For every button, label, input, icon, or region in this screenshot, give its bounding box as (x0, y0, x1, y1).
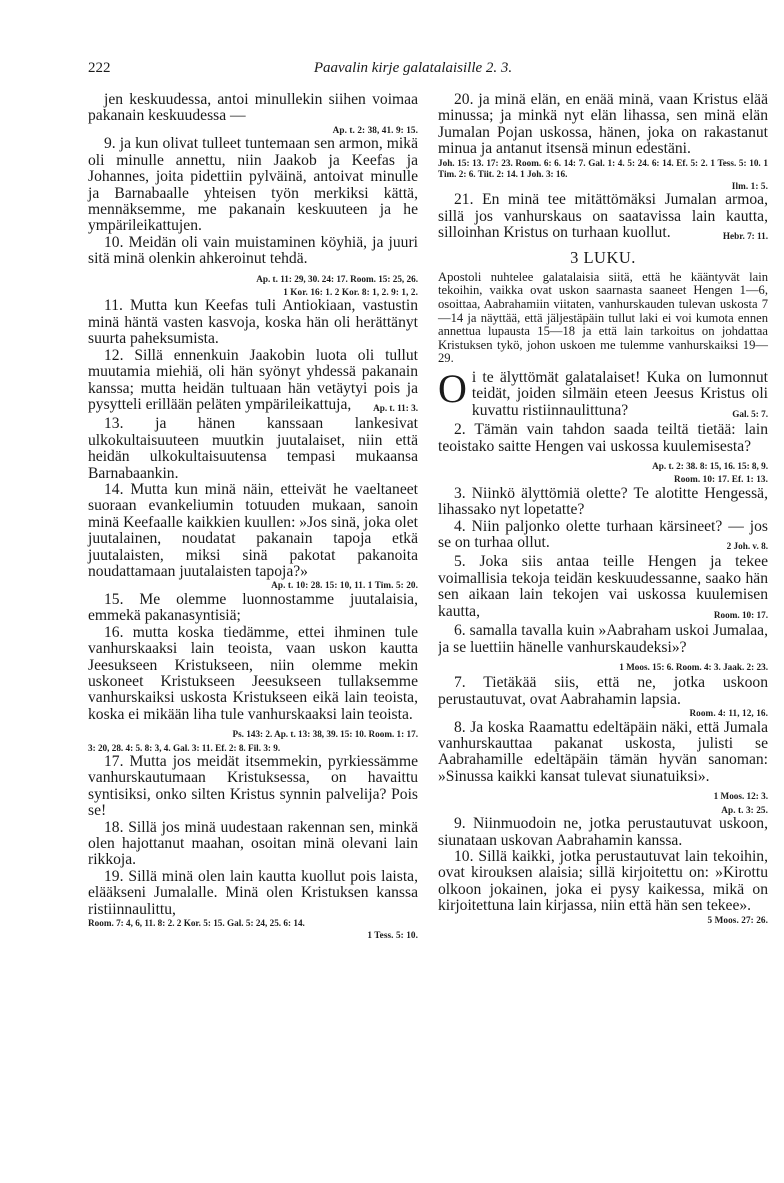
verse (438, 675, 768, 708)
verse-text: 18. Sillä jos minä uudestaan rakennan sen, minkä olen hajottanut maahan, osoitan minä olevani lain rikkoja. (88, 818, 418, 869)
verse-text: 16. mutta koska tiedämme, ettei ihminen tule vanhurskaaksi lain teoista, vaan uskon kautta Jeesukseen Kristukseen, niin olemme mekin uskoneet Kristukseen Jeesukseen tullaksemme vanhurskaiksi uskosta Kristukseen eikä lain teoista, koska ei mikään liha tule vanhurskaaksi lain teoista. (88, 624, 418, 723)
verse-text: 5. Joka siis antaa teille Hengen ja tekee voimallisia tekoja teidän keskuudessanne, saako hän sen aikaan lain tekojen vai uskossa kuulemisen kautta, (438, 554, 768, 620)
verse-text: 19. Sillä minä olen lain kautta kuollut pois laista, elääkseni Jumalalle. Minä olen Kristuksen kanssa ristiinnaulittu, (88, 867, 418, 918)
cross-reference: Gal. 5: 7. (732, 408, 768, 419)
verse (88, 820, 418, 869)
verse-text: 8. Ja koska Raamattu edeltäpäin näki, että Jumala vanhurskauttaa pakanat uskosta, julisti se Aabrahamille edeltäpäin tämän hyvän sanoman: »Sinussa kaikki kansat tulevat siunatuiksi». (438, 719, 768, 785)
verse-text: 10. Sillä kaikki, jotka perustautuvat lain tekoihin, ovat kirouksen alaisia; sillä kirjoitettu on: »Kirottu olkoon jokainen, joka ei pysy kaikessa, mikä on kirjoitettuna lain kirjassa, niin että hän sen tekee». (438, 847, 768, 915)
verse (88, 136, 418, 234)
verse-text: 3. Niinkö älyttömiä olette? Te alotitte Hengessä, lihassako nyt lopetatte? (438, 484, 768, 519)
verse-text: jen keskuudessa, antoi minullekin siihen voimaa pakanain keskuudessa — (88, 91, 418, 125)
cross-reference: Ap. t. 10: 28. 15: 10, 11. 1 Tim. 5: 20. (271, 580, 418, 591)
chapter-title: 3 LUKU. (570, 248, 636, 268)
cross-reference: Ap. t. 2: 38. 8: 15, 16. 15: 8, 9. (652, 460, 768, 471)
verse-text: 11. Mutta kun Keefas tuli Antiokiaan, vastustin minä häntä vasten kasvoja, koska hän oli herättänyt suurta paheksumista. (88, 297, 418, 348)
verse-text: 7. Tietäkää siis, että ne, jotka uskoon perustautuvat, ovat Aabrahamin lapsia. (438, 674, 768, 708)
verse (438, 370, 768, 422)
verse-text: 17. Mutta jos meidät itsemmekin, pyrkiessämme vanhurskautumaan Kristuksessa, on havaittu syntisiksi, onko silten Kristus synnin palvelija? Pois se! (88, 753, 418, 820)
verse (88, 869, 418, 918)
verse (88, 625, 418, 743)
verse-text: 15. Me olemme luonnostamme juutalaisia, emmekä pakanasyntisiä; (88, 590, 418, 625)
running-header (88, 60, 738, 84)
verse (438, 720, 768, 805)
verse-text: 4. Niin paljonko olette turhaan kärsineet? — jos se on turhaa ollut. (438, 518, 768, 552)
left-column (88, 92, 418, 941)
verse (438, 192, 768, 244)
cross-reference: Ilm. 1: 5. (731, 180, 768, 191)
verse (88, 482, 418, 580)
verse-text: 9. ja kun olivat tulleet tuntemaan sen armon, mikä oli minulle annettu, niin Jaakob ja Keefas ja Johannes, joita pidettiin pylväinä, antoivat minulle ja Barnabaalle yhteisen työn merkiksi kättä, mennäksemme, me pakanain keskuuteen ja he ympärileikattujen. (88, 135, 418, 235)
page-number: 222 (88, 60, 111, 76)
cross-reference: 1 Kor. 16: 1. 2 Kor. 8: 1, 2. 9: 1, 2. (283, 286, 418, 297)
cross-reference: Room. 10: 17. (713, 609, 768, 620)
verse-text: 2. Tämän vain tahdon saada teiltä tietää: lain teoistako saitte Hengen vai uskossa kuulemisesta? (438, 422, 768, 455)
drop-cap: O (438, 369, 467, 411)
verse (438, 623, 768, 675)
cross-reference: 1 Moos. 12: 3. (713, 791, 768, 802)
verse (438, 816, 768, 849)
cross-reference: Room. 10: 17. Ef. 1: 13. (673, 474, 768, 485)
verse (88, 416, 418, 482)
verse-text: 10. Meidän oli vain muistaminen köyhiä, ja juuri sitä minä olenkin ahkeroinut tehdä. (88, 234, 418, 268)
cross-reference: 3: 20, 28. 4: 5. 8: 3, 4. Gal. 3: 11. Ef. 2: 8. Fil. 3: 9. (88, 742, 281, 753)
verse (438, 519, 768, 555)
verse (88, 235, 418, 287)
cross-reference: 1 Moos. 15: 6. Room. 4: 3. Jaak. 2: 23. (619, 661, 768, 672)
cross-reference: 2 Joh. v. 8. (726, 541, 768, 552)
cross-reference: Joh. 15: 13. 17: 23. Room. 6: 6. 14: 7. Gal. 1: 4. 5: 24. 6: 14. Ef. 5: 2. 1 Tess. 5: 10. 1 Tim. 2: 6. Tiit. 2: 14. 1 Joh. 3: 16. (438, 157, 768, 180)
cross-reference: Ap. t. 3: 25. (721, 804, 768, 815)
verse (438, 849, 768, 915)
right-column (438, 92, 768, 926)
cross-reference: Room. 7: 4, 6, 11. 8: 2. 2 Kor. 5: 15. Gal. 5: 24, 25. 6: 14. (88, 918, 305, 929)
verse (88, 298, 418, 347)
verse (438, 554, 768, 623)
verse (88, 348, 418, 417)
verse (88, 754, 418, 820)
verse-text: 9. Niinmuodoin ne, jotka perustautuvat uskoon, siunataan uskovan Aabrahamin kanssa. (438, 815, 768, 849)
verse (438, 486, 768, 519)
verse-text: 20. ja minä elän, en enää minä, vaan Kristus elää minussa; ja minkä nyt elän lihassa, sen minä elän Jumalan Pojan uskossa, hänen, joka on rakastanut minua ja antanut itsensä minun edestäni. (438, 91, 768, 158)
verse-text: 14. Mutta kun minä näin, etteivät he vaeltaneet suoraan evankeliumin totuuden mukaan, sanoin minä Keefaalle kaikkien kuullen: »Jos sinä, joka olet juutalainen, noudatat pakanain tapoja etkä juutalaisten, miksi sinä pakotat pakanoita noudattamaan juutalaisten tapoja?» (88, 480, 418, 580)
cross-reference: Ap. t. 11: 29, 30. 24: 17. Room. 15: 25, 26. (256, 273, 418, 284)
verse-text: 21. En minä tee mitättömäksi Jumalan armoa, sillä jos vanhurskaus on saatavissa lain kautta, silloinhan Kristus on turhaan kuollut. (438, 192, 768, 241)
cross-reference: Ap. t. 2: 38, 41. 9: 15. (332, 124, 418, 135)
verse (88, 592, 418, 625)
verse-text: 13. ja hänen kanssaan lankesivat ulkokultaisuuteen muutkin juutalaiset, niin että heidän ulkokultaisuutensa tempasi mukaansa Barnabaankin. (88, 415, 418, 482)
cross-reference: Room. 4: 11, 12, 16. (689, 708, 768, 719)
running-title: Paavalin kirje galatalaisille 2. 3. (313, 60, 513, 76)
verse-text: 6. samalla tavalla kuin »Aabraham uskoi Jumalaa, ja se luettiin hänelle vanhurskaudeksi»? (438, 623, 768, 656)
verse (88, 92, 418, 125)
verse (438, 92, 768, 158)
verse-text: 12. Sillä ennenkuin Jaakobin luota oli tullut muutamia miehiä, oli hän syönyt yhdessä pakanain kanssa; mutta heidän tultuaan hän vetäytyi pois ja pysytteli erillään peläten ympärileikattuja, (88, 347, 418, 413)
cross-reference: Ap. t. 11: 3. (373, 402, 418, 413)
verse (438, 422, 768, 474)
cross-reference: Ps. 143: 2. Ap. t. 13: 38, 39. 15: 10. Room. 1: 17. (232, 729, 418, 740)
cross-reference: 1 Tess. 5: 10. (367, 929, 418, 940)
chapter-summary: Apostoli nuhtelee galatalaisia siitä, että he kääntyvät lain tekoihin, vaikka ovat uskon saarnasta saaneet Hengen 1—6, osoittaa, Aabrahamiin viitaten, vanhurskauden tulevan uskosta 7—14 ja näyttää, että jäljestäpäin tullut laki ei voi kumota ennen annettua lupausta 15—18 ja että lain tarkoitus on johdattaa Kristuksen tykö, johon uskoen me tulemme vanhurskaiksi 19—29. (438, 269, 768, 366)
cross-reference: 5 Moos. 27: 26. (707, 914, 768, 925)
cross-reference: Hebr. 7: 11. (722, 230, 768, 241)
verse-text: i te älyttömät galatalaiset! Kuka on lumonnut teidät, joiden silmäin eteen Jeesus Kristus oli kuvattu ristiinnaulittuna? (471, 369, 768, 419)
